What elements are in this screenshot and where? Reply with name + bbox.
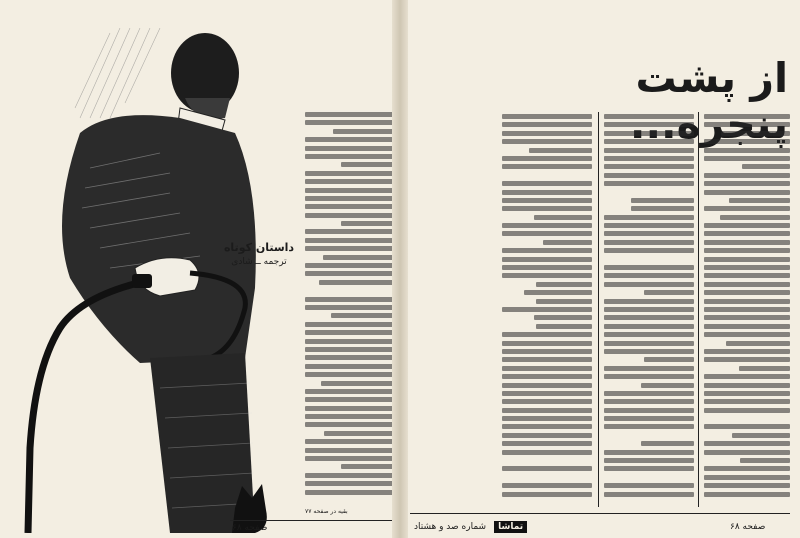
text-line — [604, 299, 694, 304]
text-line — [305, 204, 393, 209]
text-line — [604, 492, 694, 497]
right-footer — [414, 516, 527, 538]
text-line — [502, 206, 592, 211]
text-line — [305, 263, 393, 268]
text-line — [604, 458, 694, 463]
text-line — [604, 257, 694, 262]
text-line — [604, 466, 694, 471]
text-line — [502, 131, 592, 136]
text-line — [502, 483, 592, 488]
text-line — [604, 273, 694, 278]
text-line — [502, 475, 592, 480]
text-line — [604, 366, 694, 371]
text-line — [604, 391, 694, 396]
text-line — [502, 416, 592, 421]
continued-note: بقیه در صفحه ۷۷ — [305, 508, 348, 515]
text-line — [536, 299, 592, 304]
text-line — [604, 433, 694, 438]
text-line — [704, 324, 790, 329]
text-line — [704, 450, 790, 455]
footer-rule — [230, 520, 395, 521]
text-line — [742, 164, 790, 169]
text-line — [305, 288, 393, 293]
text-line — [305, 246, 393, 251]
text-line — [604, 223, 694, 228]
right-page-number: صفحه ۶۸ — [730, 522, 766, 532]
text-line — [305, 406, 393, 411]
text-line — [604, 315, 694, 320]
text-line — [604, 424, 694, 429]
text-line — [502, 248, 592, 253]
text-line — [305, 414, 393, 419]
text-line — [305, 397, 393, 402]
text-line — [305, 456, 393, 461]
text-line — [534, 215, 593, 220]
text-line — [732, 433, 790, 438]
text-line — [305, 297, 393, 302]
text-line — [502, 466, 592, 471]
text-line — [341, 221, 393, 226]
text-line — [536, 324, 592, 329]
text-line — [604, 215, 694, 220]
text-line — [740, 458, 790, 463]
right-footer-page — [730, 516, 765, 538]
text-line — [704, 391, 790, 396]
text-line — [502, 383, 592, 388]
text-line — [604, 399, 694, 404]
text-line — [305, 322, 393, 327]
text-line — [305, 196, 393, 201]
text-line — [604, 190, 694, 195]
text-line — [323, 255, 393, 260]
text-line — [502, 433, 592, 438]
text-line — [604, 181, 694, 186]
text-line — [704, 408, 790, 413]
text-line — [502, 458, 592, 463]
text-line — [644, 357, 694, 362]
text-line — [704, 492, 790, 497]
text-line — [305, 473, 393, 478]
text-line — [704, 231, 790, 236]
text-line — [604, 131, 694, 136]
text-line — [704, 257, 790, 262]
text-line — [641, 383, 694, 388]
text-line — [502, 391, 592, 396]
text-line — [502, 164, 592, 169]
text-line — [543, 240, 593, 245]
text-line — [604, 324, 694, 329]
text-line — [604, 164, 694, 169]
text-line — [644, 290, 694, 295]
text-line — [604, 231, 694, 236]
right-column-3 — [704, 114, 790, 506]
text-line — [305, 364, 393, 369]
text-line — [704, 349, 790, 354]
text-line — [502, 374, 592, 379]
text-line — [604, 148, 694, 153]
text-line — [704, 357, 790, 362]
text-line — [604, 114, 694, 119]
text-line — [704, 332, 790, 337]
text-line — [704, 265, 790, 270]
text-line — [502, 223, 592, 228]
text-line — [305, 229, 393, 234]
text-line — [604, 240, 694, 245]
text-line — [704, 399, 790, 404]
text-line — [321, 381, 393, 386]
story-title-block — [214, 241, 304, 267]
story-type-label: داستان کوتاه — [223, 241, 295, 254]
text-line — [726, 341, 791, 346]
text-line — [704, 122, 790, 127]
text-line — [305, 154, 393, 159]
text-line — [704, 156, 790, 161]
column-divider — [598, 112, 599, 507]
text-line — [502, 139, 592, 144]
text-line — [534, 315, 593, 320]
text-line — [502, 450, 592, 455]
text-line — [305, 137, 393, 142]
text-line — [502, 349, 592, 354]
text-line — [704, 374, 790, 379]
text-line — [502, 341, 592, 346]
text-line — [604, 265, 694, 270]
text-line — [502, 156, 592, 161]
text-line — [604, 156, 694, 161]
text-line — [704, 148, 790, 153]
issue-label: شماره صد و هشتاد — [414, 522, 487, 532]
text-line — [305, 389, 393, 394]
text-line — [704, 307, 790, 312]
text-line — [502, 198, 592, 203]
text-line — [502, 332, 592, 337]
text-line — [502, 307, 592, 312]
text-line — [305, 481, 393, 486]
text-line — [305, 238, 393, 243]
text-line — [502, 122, 592, 127]
text-line — [631, 206, 694, 211]
text-line — [502, 231, 592, 236]
text-line — [704, 282, 790, 287]
text-line — [704, 483, 790, 488]
text-line — [704, 190, 790, 195]
text-line — [502, 399, 592, 404]
text-line — [341, 162, 393, 167]
article-headline: از پشت — [635, 54, 788, 102]
text-line — [502, 366, 592, 371]
text-line — [502, 273, 592, 278]
text-line — [331, 313, 393, 318]
text-line — [604, 475, 694, 480]
text-line — [305, 271, 393, 276]
text-line — [604, 122, 694, 127]
left-footer — [232, 523, 267, 533]
text-line — [739, 366, 790, 371]
text-line — [502, 265, 592, 270]
text-line — [333, 129, 393, 134]
text-line — [704, 240, 790, 245]
text-line — [720, 215, 790, 220]
text-line — [305, 179, 393, 184]
text-line — [631, 198, 694, 203]
text-line — [704, 114, 790, 119]
text-line — [704, 223, 790, 228]
text-line — [704, 475, 790, 480]
text-line — [305, 330, 393, 335]
text-line — [704, 416, 790, 421]
text-line — [604, 408, 694, 413]
text-line — [604, 450, 694, 455]
text-line — [305, 448, 393, 453]
text-line — [305, 490, 393, 495]
text-line — [305, 305, 393, 310]
text-line — [604, 307, 694, 312]
text-line — [341, 464, 393, 469]
text-line — [704, 315, 790, 320]
text-line — [604, 349, 694, 354]
text-line — [721, 131, 790, 136]
text-line — [324, 431, 393, 436]
text-line — [502, 190, 592, 195]
text-line — [704, 248, 790, 253]
translator-credit: ترجمه ــ شادی — [231, 257, 287, 267]
text-line — [704, 206, 790, 211]
text-line — [305, 347, 393, 352]
left-page-column — [305, 112, 393, 502]
text-line — [319, 280, 393, 285]
text-line — [305, 188, 393, 193]
illustration-man-with-hose — [20, 28, 300, 533]
right-page — [400, 0, 800, 538]
text-line — [604, 173, 694, 178]
text-line — [604, 416, 694, 421]
text-line — [502, 408, 592, 413]
text-line — [704, 273, 790, 278]
text-line — [704, 299, 790, 304]
text-line — [305, 422, 393, 427]
right-column-1 — [502, 114, 592, 506]
left-page-number: صفحه ۶۸ — [232, 523, 268, 533]
text-line — [305, 213, 393, 218]
text-line — [641, 441, 694, 446]
text-line — [704, 290, 790, 295]
text-line — [305, 112, 393, 117]
text-line — [604, 139, 694, 144]
text-line — [305, 120, 393, 125]
text-line — [704, 139, 790, 144]
text-line — [502, 424, 592, 429]
text-line — [704, 173, 790, 178]
text-line — [524, 290, 592, 295]
text-line — [604, 341, 694, 346]
right-column-2 — [604, 114, 694, 506]
text-line — [704, 441, 790, 446]
text-line — [704, 424, 790, 429]
text-line — [305, 171, 393, 176]
text-line — [704, 181, 790, 186]
text-line — [305, 439, 393, 444]
magazine-logo: ﺗﻤﺎﺷﺎ — [494, 521, 527, 533]
column-divider — [698, 112, 699, 507]
text-line — [502, 181, 592, 186]
text-line — [604, 332, 694, 337]
text-line — [502, 114, 592, 119]
text-line — [502, 173, 592, 178]
text-line — [536, 282, 592, 287]
text-line — [502, 257, 592, 262]
text-line — [305, 355, 393, 360]
text-line — [604, 374, 694, 379]
text-line — [529, 148, 592, 153]
text-line — [704, 383, 790, 388]
text-line — [604, 282, 694, 287]
text-line — [604, 483, 694, 488]
text-line — [305, 372, 393, 377]
text-line — [305, 339, 393, 344]
text-line — [704, 466, 790, 471]
text-line — [305, 146, 393, 151]
text-line — [502, 357, 592, 362]
text-line — [502, 492, 592, 497]
text-line — [502, 441, 592, 446]
footer-rule — [410, 513, 790, 514]
text-line — [604, 248, 694, 253]
text-line — [729, 198, 790, 203]
